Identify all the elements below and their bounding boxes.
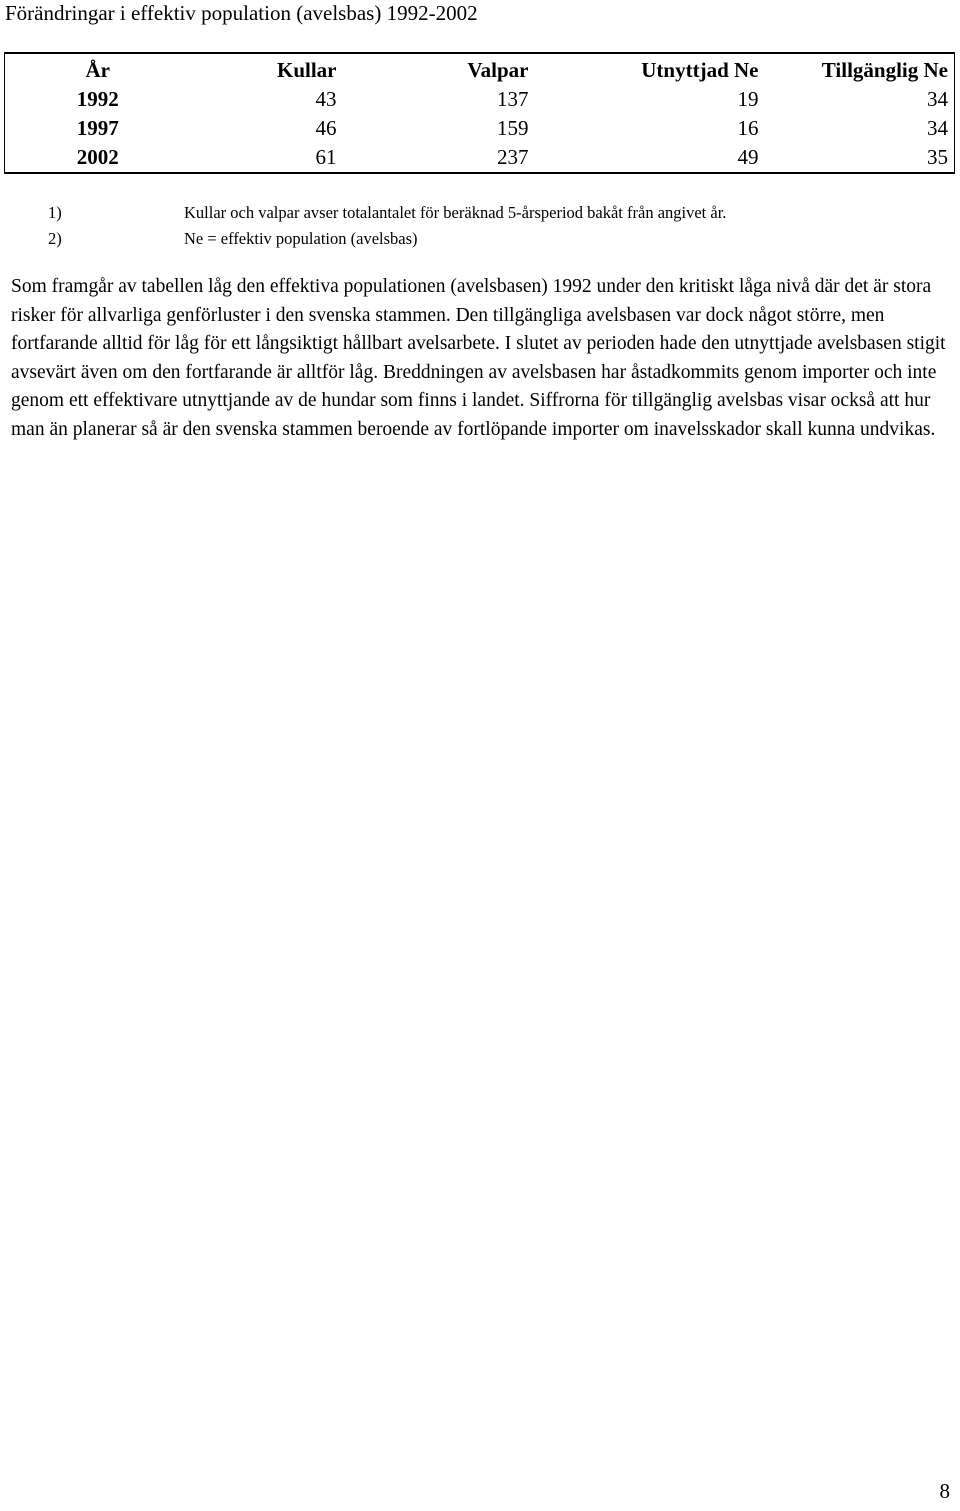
cell-litters: 43: [315, 87, 337, 111]
cell-year: 1997: [76, 116, 119, 140]
cell-used-ne: 49: [737, 145, 759, 169]
footnote-2: [48, 226, 726, 252]
cell-used-ne: 16: [737, 116, 759, 140]
footnote-text: Kullar och valpar avser totalantalet för beräknad 5-årsperiod bakåt från angivet år.: [184, 203, 727, 222]
cell-litters: 61: [315, 145, 337, 169]
cell-puppies: 159: [497, 116, 529, 140]
footnote-number: 1): [48, 203, 62, 222]
table-row: [5, 85, 955, 114]
cell-year: 2002: [76, 145, 119, 169]
body-paragraph: Som framgår av tabellen låg den effektiva populationen (avelsbasen) 1992 under den kritiskt låga nivå där det är stora risker för allvarliga genförluster i den svenska stammen. Den tillgängliga avelsbasen var dock något större, men fortfarande alltid för låg för ett långsiktigt hållbart avelsarbete. I slutet av perioden hade den utnyttjade avelsbasen stigit avsevärt även om den fortfarande är alltför låg. Breddningen av avelsbasen har åstadkommits genom importer och inte genom ett effektivare utnyttjande av de hundar som finns i landet. Siffrorna för tillgänglig avelsbas visar också att hur man än planerar så är den svenska stammen beroende av fortlöpande importer om inavelsskador skall kunna undvikas.: [11, 276, 946, 440]
page-number: 8: [939, 1479, 950, 1503]
cell-year: 1992: [76, 87, 119, 111]
cell-used-ne: 19: [737, 87, 759, 111]
footnote-number: 2): [48, 229, 62, 248]
header-available-ne: Tillgänglig Ne: [821, 58, 948, 82]
cell-available-ne: 34: [927, 87, 948, 111]
header-litters: Kullar: [276, 58, 337, 82]
table-row: [5, 143, 955, 173]
header-used-ne: Utnyttjad Ne: [641, 58, 759, 82]
footnote-1: [48, 200, 726, 226]
population-table: [4, 52, 955, 174]
page-title: Förändringar i effektiv population (avelsbas) 1992-2002: [5, 1, 478, 25]
body-text: [11, 273, 946, 444]
table-row: [5, 114, 955, 143]
footnotes: [48, 200, 726, 252]
header-puppies: Valpar: [467, 58, 529, 82]
cell-puppies: 137: [497, 87, 529, 111]
cell-available-ne: 35: [927, 145, 948, 169]
cell-litters: 46: [315, 116, 337, 140]
header-year: År: [85, 58, 110, 82]
cell-puppies: 237: [497, 145, 529, 169]
cell-available-ne: 34: [927, 116, 948, 140]
footnote-text: Ne = effektiv population (avelsbas): [184, 229, 418, 248]
table-header-row: [5, 53, 955, 85]
